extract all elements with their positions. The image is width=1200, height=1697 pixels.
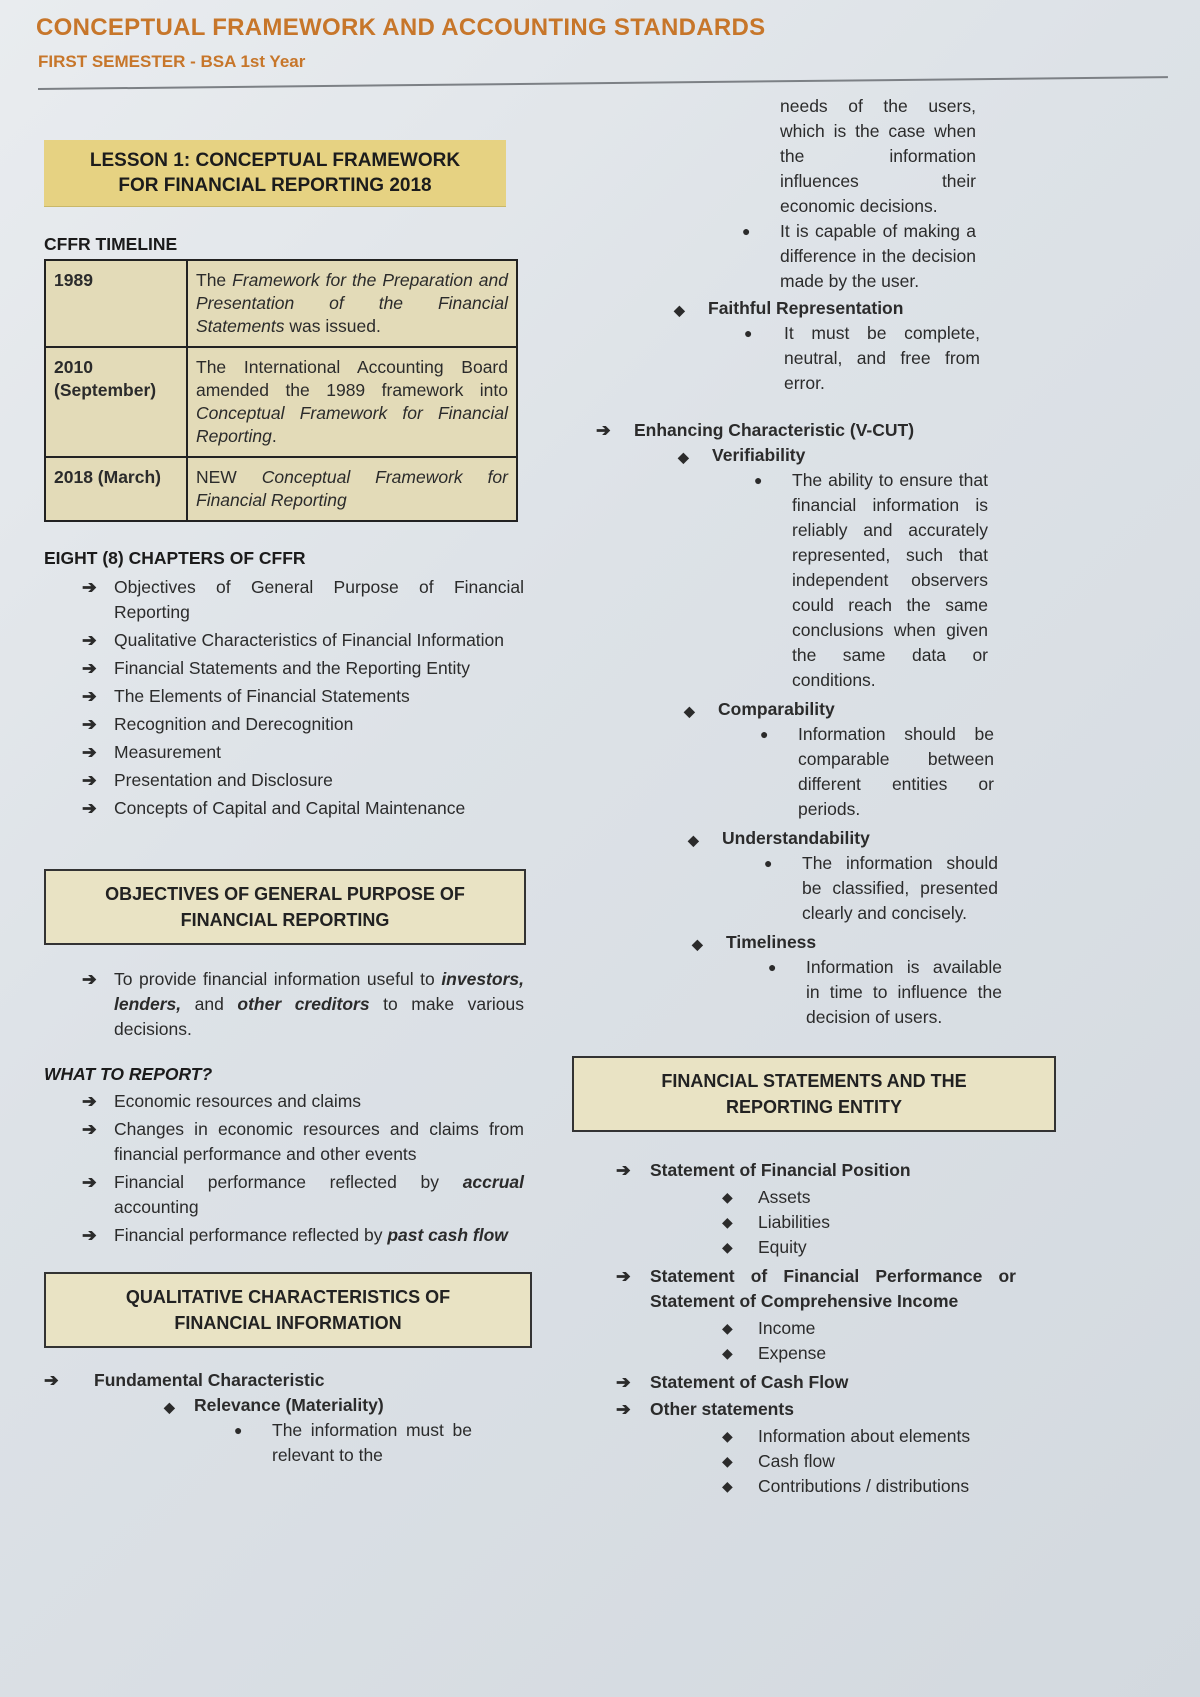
enhancing-name: Comparability (718, 699, 835, 719)
bullet-icon: ● (742, 223, 751, 239)
list-item: ➔ Financial performance reflected by accrual accounting (82, 1172, 524, 1217)
arrow-icon: ➔ (82, 1091, 97, 1111)
list-item: ➔ To provide financial information useful to investors, lenders, and other creditors to make various decisions. (82, 969, 525, 1039)
list-item: ➔ Presentation and Disclosure (82, 768, 524, 793)
sub-item: ◆ Expense (722, 1341, 1016, 1366)
diamond-icon: ◆ (688, 832, 699, 848)
enhancing-item-verifiability (572, 443, 1012, 693)
page-title: CONCEPTUAL FRAMEWORK AND ACCOUNTING STANDARDS (36, 14, 766, 41)
qualitative-box-line-2: FINANCIAL INFORMATION (174, 1313, 402, 1333)
lesson-title-box (44, 140, 506, 206)
sub-item: ◆ Equity (722, 1235, 1016, 1260)
arrow-icon: ➔ (82, 714, 97, 734)
sub-item: ◆ Cash flow (722, 1449, 1016, 1474)
list-item: ➔ Qualitative Characteristics of Financial Information (82, 628, 524, 653)
faithful-label: ◆ Faithful Representation (708, 296, 1012, 321)
arrow-icon: ➔ (82, 1172, 97, 1192)
table-row (45, 347, 517, 457)
bullet-icon: ● (754, 472, 763, 488)
header-rule (38, 76, 1168, 90)
objectives-box-line-2: FINANCIAL REPORTING (180, 910, 390, 930)
list-item: ➔ The Elements of Financial Statements (82, 684, 524, 709)
diamond-icon: ◆ (722, 1320, 733, 1336)
enhancing-item-understandability (572, 826, 1012, 926)
objectives-box-line-1: OBJECTIVES OF GENERAL PURPOSE OF (105, 884, 465, 904)
what-to-report-label: WHAT TO REPORT? (44, 1064, 213, 1084)
fs-box-line-1: FINANCIAL STATEMENTS AND THE (661, 1071, 967, 1091)
diamond-icon: ◆ (722, 1478, 733, 1494)
bullet-icon: ● (764, 855, 773, 871)
timeline-year: 1989 (45, 260, 187, 347)
enhancing-name: Understandability (722, 828, 870, 848)
arrow-icon: ➔ (82, 1119, 97, 1139)
arrow-icon: ➔ (82, 798, 97, 818)
enhancing-text: Information is available in time to influence the decision of users. (806, 957, 1002, 1027)
diamond-icon: ◆ (678, 449, 689, 465)
list-item: ➔ Changes in economic resources and claims from financial performance and other events (82, 1119, 524, 1164)
sub-item: ◆ Liabilities (722, 1210, 1016, 1235)
diamond-icon: ◆ (692, 936, 703, 952)
list-item: ➔ Statement of Cash Flow (616, 1370, 1016, 1395)
enhancing-item-comparability (572, 697, 1012, 822)
lesson-title-line-1: LESSON 1: CONCEPTUAL FRAMEWORK (89, 150, 461, 171)
qualitative-box-line-1: QUALITATIVE CHARACTERISTICS OF (125, 1287, 451, 1307)
arrow-icon: ➔ (82, 1225, 97, 1245)
arrow-icon: ➔ (82, 770, 97, 790)
statements-list (616, 1158, 1016, 1499)
enhancing-name: Verifiability (712, 445, 806, 465)
list-item: ➔ Financial Statements and the Reporting Entity (82, 656, 524, 681)
list-item: ➔ Concepts of Capital and Capital Maintenance (82, 796, 524, 821)
list-item: ➔ Financial performance reflected by past cash flow (82, 1223, 524, 1248)
timeline-year: 2018 (March) (45, 457, 187, 521)
enhancing-label: ➔ Enhancing Characteristic (V-CUT) (634, 418, 1012, 443)
list-item: ➔ Recognition and Derecognition (82, 712, 524, 737)
relevance-label: ◆ Relevance (Materiality) (44, 1393, 524, 1418)
right-column (572, 94, 1016, 1503)
diamond-icon: ◆ (164, 1399, 175, 1415)
diamond-icon: ◆ (684, 703, 695, 719)
faithful-text: ● It must be complete, neutral, and free from error. (744, 323, 980, 393)
relevance-text-left: ● The information must be relevant to the (234, 1420, 472, 1465)
timeline-desc: NEW Conceptual Framework for Financial Reporting (187, 457, 517, 521)
enhancing-name: Timeliness (726, 932, 817, 952)
chapters-label: EIGHT (8) CHAPTERS OF CFFR (44, 548, 306, 568)
arrow-icon: ➔ (82, 658, 97, 678)
sub-item: ◆ Assets (722, 1185, 1016, 1210)
table-row (45, 457, 517, 521)
relevance-text-right: needs of the users, which is the case when the information influences their economic decisions. (780, 96, 976, 216)
arrow-icon: ➔ (596, 420, 611, 440)
bullet-icon: ● (768, 959, 777, 975)
diamond-icon: ◆ (722, 1189, 733, 1205)
sub-item: ◆ Contributions / distributions (722, 1474, 1016, 1499)
relevance-text-2: ● It is capable of making a difference in the decision made by the user. (742, 221, 976, 291)
diamond-icon: ◆ (722, 1453, 733, 1469)
fs-box-line-2: REPORTING ENTITY (725, 1097, 902, 1117)
sub-item: ◆ Income (722, 1316, 1016, 1341)
bullet-icon: ● (234, 1422, 243, 1438)
list-item: ➔ Measurement (82, 740, 524, 765)
table-row (45, 260, 517, 347)
what-to-report-list (82, 1089, 524, 1248)
list-item: ➔ Other statements ◆ Information about elements ◆ Cash flow ◆ Contributions / distributions (616, 1397, 1016, 1499)
timeline-year: 2010 (September) (45, 347, 187, 457)
diamond-icon: ◆ (722, 1428, 733, 1444)
diamond-icon: ◆ (674, 302, 685, 318)
list-item: ➔ Statement of Financial Performance or Statement of Comprehensive Income ◆ Income ◆ Expense (616, 1264, 1016, 1366)
arrow-icon: ➔ (616, 1160, 631, 1180)
enhancing-text: Information should be comparable between different entities or periods. (798, 724, 994, 819)
diamond-icon: ◆ (722, 1239, 733, 1255)
lesson-title-line-2: FOR FINANCIAL REPORTING 2018 (118, 175, 432, 196)
left-column (44, 140, 524, 1468)
diamond-icon: ◆ (722, 1214, 733, 1230)
arrow-icon: ➔ (82, 630, 97, 650)
enhancing-text: The ability to ensure that financial information is reliably and accurately represented, such that independent observers could reach the same conclusions when given the same data or conditions. (792, 470, 988, 690)
arrow-icon: ➔ (82, 742, 97, 762)
list-item: ➔ Economic resources and claims (82, 1089, 524, 1114)
list-item: ➔ Statement of Financial Position ◆ Assets ◆ Liabilities ◆ Equity (616, 1158, 1016, 1260)
bullet-icon: ● (744, 325, 753, 341)
timeline-desc: The Framework for the Preparation and Presentation of the Financial Statements was issued. (187, 260, 517, 347)
timeline-table (44, 259, 518, 522)
sub-item: ◆ Information about elements (722, 1424, 1016, 1449)
list-item: ➔ Objectives of General Purpose of Financial Reporting (82, 577, 524, 622)
fundamental-label: ➔ Fundamental Characteristic (44, 1368, 524, 1393)
enhancing-item-timeliness (572, 930, 1012, 1030)
arrow-icon: ➔ (616, 1372, 631, 1392)
arrow-icon: ➔ (616, 1399, 631, 1419)
bullet-icon: ● (760, 726, 769, 742)
objectives-box (44, 869, 526, 945)
arrow-icon: ➔ (44, 1370, 59, 1390)
arrow-icon: ➔ (82, 686, 97, 706)
qualitative-box (44, 1272, 532, 1348)
timeline-desc: The International Accounting Board amended the 1989 framework into Conceptual Framework for Financial Reporting. (187, 347, 517, 457)
arrow-icon: ➔ (82, 577, 97, 597)
financial-statements-box (572, 1056, 1056, 1132)
page-subtitle: FIRST SEMESTER - BSA 1st Year (38, 52, 306, 71)
arrow-icon: ➔ (82, 969, 97, 989)
chapters-list (82, 575, 524, 821)
objective-list (82, 967, 524, 1042)
enhancing-text: The information should be classified, presented clearly and concisely. (802, 853, 998, 923)
diamond-icon: ◆ (722, 1345, 733, 1361)
timeline-label: CFFR TIMELINE (44, 234, 178, 254)
arrow-icon: ➔ (616, 1266, 631, 1286)
